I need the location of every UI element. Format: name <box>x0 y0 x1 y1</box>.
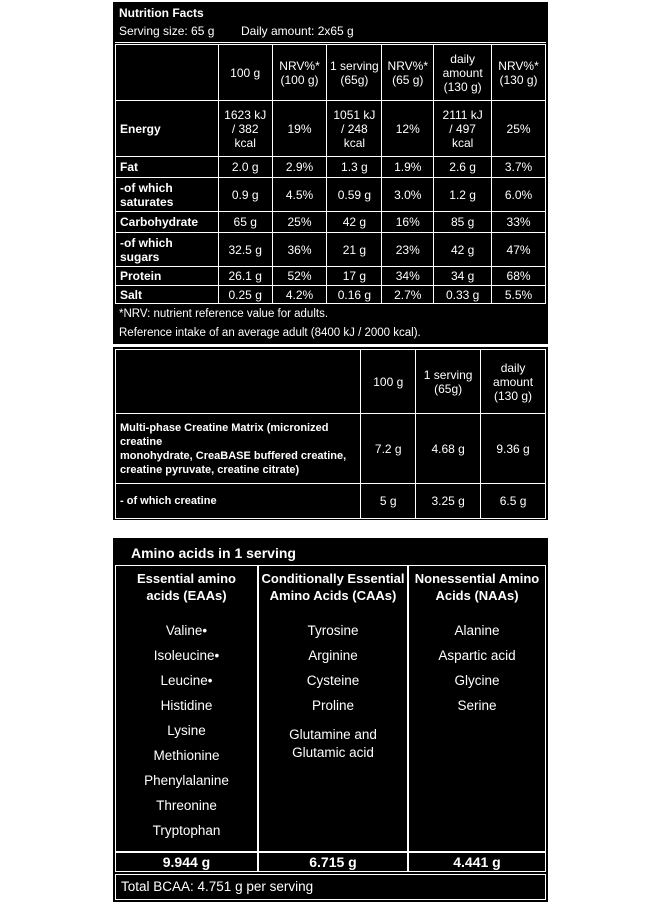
amino-list <box>409 618 545 718</box>
amino-list <box>116 618 257 843</box>
row-label: - of which creatine <box>116 484 361 519</box>
header-cell: NRV%* (65 g) <box>382 45 434 101</box>
nutrition-facts-panel <box>113 2 548 344</box>
row-label: Salt <box>116 286 219 304</box>
nutrition-row <box>116 157 546 178</box>
nutrition-row <box>116 267 546 286</box>
value-cell: 1.3 g <box>327 157 382 178</box>
creatine-row <box>116 484 546 519</box>
value-cell: 2.9% <box>272 157 327 178</box>
value-cell: 42 g <box>434 233 492 267</box>
nutrition-header-row <box>116 45 546 101</box>
amino-acid-item: Isoleucine• <box>153 648 220 663</box>
value-cell: 6.5 g <box>481 484 546 519</box>
value-cell: 3.25 g <box>416 484 481 519</box>
row-label: Multi-phase Creatine Matrix (micronized creatine monohydrate, CreaBASE buffered creatine, creatine pyruvate, creatine citrate) <box>116 414 361 484</box>
value-cell: 42 g <box>327 212 382 233</box>
nutrition-row <box>116 286 546 304</box>
value-cell: 1623 kJ / 382 kcal <box>218 101 272 157</box>
column-header: Conditionally Essential Amino Acids (CAAs) <box>261 571 405 603</box>
column-header: Essential amino acids (EAAs) <box>137 571 236 603</box>
value-cell: 3.7% <box>492 157 546 178</box>
value-cell: 5 g <box>361 484 416 519</box>
serving-info <box>119 24 542 38</box>
amino-list <box>259 618 407 762</box>
row-label: Energy <box>116 101 219 157</box>
value-cell: 23% <box>382 233 434 267</box>
header-empty <box>116 45 219 101</box>
value-cell: 65 g <box>218 212 272 233</box>
value-cell: 3.0% <box>382 178 434 212</box>
amino-acids-grid <box>115 565 546 900</box>
amino-acid-item: Arginine <box>308 648 358 663</box>
value-cell: 21 g <box>327 233 382 267</box>
nutrition-row <box>116 178 546 212</box>
row-label: -of which sugars <box>116 233 219 267</box>
value-cell: 85 g <box>434 212 492 233</box>
header-cell: 100 g <box>218 45 272 101</box>
value-cell: 2.6 g <box>434 157 492 178</box>
value-cell: 34 g <box>434 267 492 286</box>
value-cell: 1.2 g <box>434 178 492 212</box>
value-cell: 7.2 g <box>361 414 416 484</box>
amino-acid-item: Phenylalanine <box>144 773 229 788</box>
value-cell: 0.9 g <box>218 178 272 212</box>
amino-acids-title: Amino acids in 1 serving <box>131 545 296 561</box>
value-cell: 6.0% <box>492 178 546 212</box>
amino-acid-item: Glycine <box>454 673 500 688</box>
creatine-panel <box>113 347 548 520</box>
caa-total: 6.715 g <box>258 852 408 872</box>
value-cell: 68% <box>492 267 546 286</box>
amino-acid-item: Alanine <box>454 623 500 638</box>
amino-acid-item: Proline <box>311 698 355 713</box>
nutrition-row <box>116 233 546 267</box>
row-label: Carbohydrate <box>116 212 219 233</box>
value-cell: 34% <box>382 267 434 286</box>
creatine-table <box>115 349 546 519</box>
amino-acids-panel <box>113 538 548 902</box>
value-cell: 4.5% <box>272 178 327 212</box>
value-cell: 17 g <box>327 267 382 286</box>
nutrition-table <box>115 44 546 304</box>
header-cell: 1 serving (65g) <box>416 350 481 414</box>
header-cell: daily amount (130 g) <box>481 350 546 414</box>
value-cell: 0.33 g <box>434 286 492 304</box>
total-bcaa <box>115 874 546 900</box>
value-cell: 19% <box>272 101 327 157</box>
amino-acid-item: Aspartic acid <box>438 648 516 663</box>
row-label: Protein <box>116 267 219 286</box>
header-cell: daily amount (130 g) <box>434 45 492 101</box>
value-cell: 16% <box>382 212 434 233</box>
value-cell: 26.1 g <box>218 267 272 286</box>
caa-column <box>258 565 408 852</box>
amino-acid-item: Tyrosine <box>307 623 359 638</box>
value-cell: 12% <box>382 101 434 157</box>
header-cell: NRV%* (130 g) <box>492 45 546 101</box>
value-cell: 2.7% <box>382 286 434 304</box>
column-header: Nonessential Amino Acids (NAAs) <box>414 571 540 603</box>
value-cell: 0.25 g <box>218 286 272 304</box>
daily-amount: Daily amount: 2x65 g <box>241 24 354 38</box>
value-cell: 9.36 g <box>481 414 546 484</box>
value-cell: 1.9% <box>382 157 434 178</box>
row-label: Fat <box>116 157 219 178</box>
value-cell: 5.5% <box>492 286 546 304</box>
header-empty <box>116 350 361 414</box>
header-cell: NRV%* (100 g) <box>272 45 327 101</box>
amino-acid-item: Leucine• <box>160 673 213 688</box>
amino-acid-item: Methionine <box>153 748 220 763</box>
nutrition-facts-title: Nutrition Facts <box>119 6 204 20</box>
serving-size: Serving size: 65 g <box>119 24 215 38</box>
value-cell: 47% <box>492 233 546 267</box>
amino-acid-item: Tryptophan <box>152 823 221 838</box>
amino-acid-item: Serine <box>457 698 497 713</box>
value-cell: 52% <box>272 267 327 286</box>
reference-footnote: Reference intake of an average adult (8400 kJ / 2000 kcal). <box>119 327 421 339</box>
nrv-footnote: *NRV: nutrient reference value for adults. <box>119 308 329 320</box>
amino-acid-item: Histidine <box>160 698 213 713</box>
creatine-header-row <box>116 350 546 414</box>
naa-column <box>408 565 546 852</box>
value-cell: 1051 kJ / 248 kcal <box>327 101 382 157</box>
nutrition-row <box>116 101 546 157</box>
row-label: -of which saturates <box>116 178 219 212</box>
value-cell: 25% <box>492 101 546 157</box>
amino-acid-item: Lysine <box>167 723 206 738</box>
nutrition-row <box>116 212 546 233</box>
divider <box>115 42 546 43</box>
value-cell: 4.2% <box>272 286 327 304</box>
eaa-column <box>115 565 258 852</box>
value-cell: 25% <box>272 212 327 233</box>
total-bcaa-text: Total BCAA: 4.751 g per serving <box>121 879 314 894</box>
value-cell: 2.0 g <box>218 157 272 178</box>
value-cell: 36% <box>272 233 327 267</box>
eaa-total: 9.944 g <box>115 852 258 872</box>
header-cell: 1 serving (65g) <box>327 45 382 101</box>
value-cell: 33% <box>492 212 546 233</box>
amino-acid-item: Cysteine <box>306 673 360 688</box>
amino-acid-item: Threonine <box>156 798 217 813</box>
header-cell: 100 g <box>361 350 416 414</box>
value-cell: 4.68 g <box>416 414 481 484</box>
value-cell: 0.59 g <box>327 178 382 212</box>
value-cell: 32.5 g <box>218 233 272 267</box>
creatine-matrix-row <box>116 414 546 484</box>
naa-total: 4.441 g <box>408 852 546 872</box>
value-cell: 2111 kJ / 497 kcal <box>434 101 492 157</box>
nutrition-body <box>116 101 546 304</box>
amino-acid-item: Glutamine and Glutamic acid <box>289 727 377 760</box>
value-cell: 0.16 g <box>327 286 382 304</box>
amino-acid-item: Valine• <box>165 623 208 638</box>
